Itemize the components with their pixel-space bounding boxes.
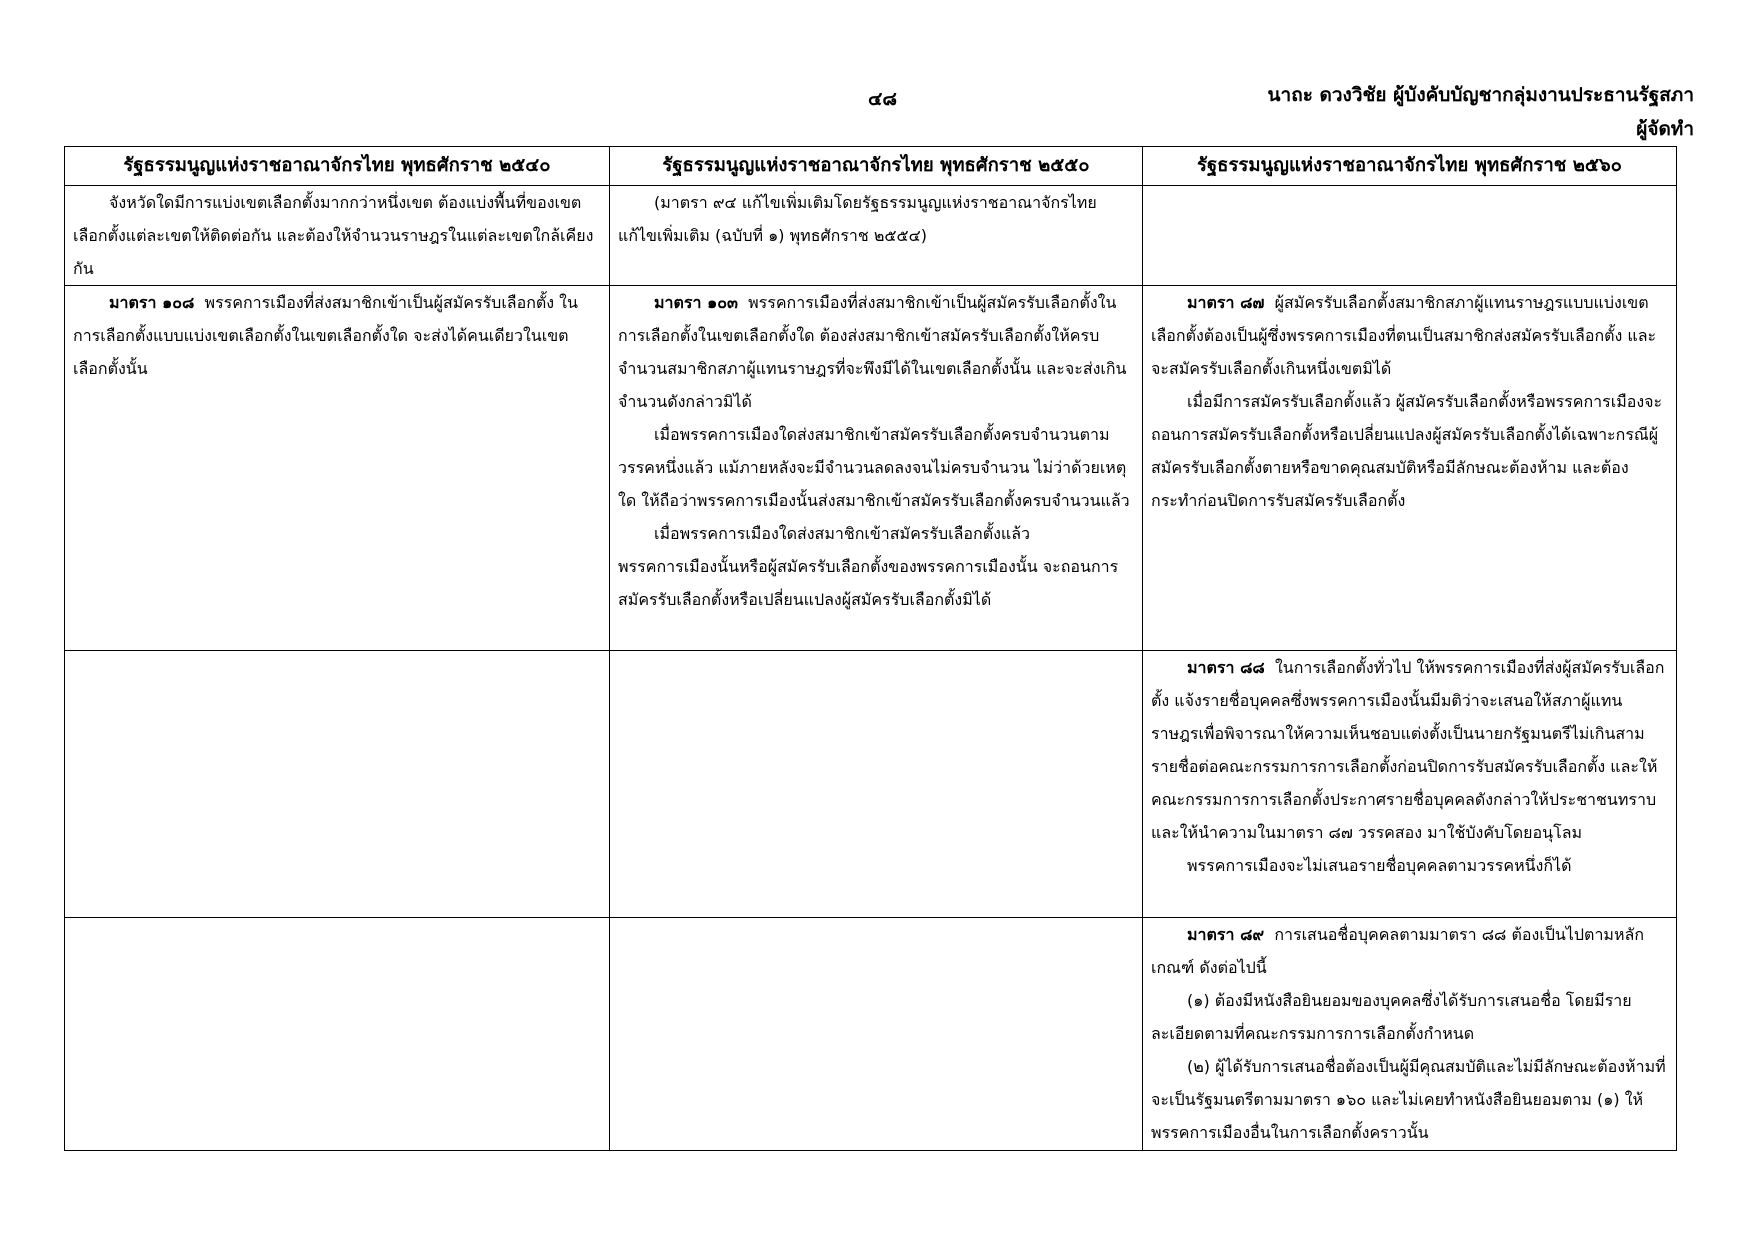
cell-2550 <box>610 186 1143 286</box>
role-line: ผู้จัดทำ <box>1636 118 1694 140</box>
section-number: มาตรา ๘๗ <box>1187 293 1265 312</box>
section-text: การเสนอชื่อบุคคลตามมาตรา ๘๘ ต้องเป็นไปตามหลักเกณฑ์ ดังต่อไปนี้ <box>1151 925 1645 977</box>
cell-2540 <box>65 918 610 1151</box>
cell-2550 <box>610 918 1143 1151</box>
cell-2550 <box>610 651 1143 918</box>
section-text: ในการเลือกตั้งทั่วไป ให้พรรคการเมืองที่ส่งผู้สมัครรับเลือกตั้ง แจ้งรายชื่อบุคคลซึ่งพรรคการเมืองนั้นมีมติว่าจะเสนอให้สภาผู้แทนราษฎรเพื่อพิจารณาให้ความเห็นชอบแต่งตั้งเป็นนายกรัฐมนตรีไม่เกินสามรายชื่อต่อคณะกรรมการการเลือกตั้งก่อนปิดการรับสมัครรับเลือกตั้ง และให้คณะกรรมการการเลือกตั้งประกาศรายชื่อบุคคลดังกล่าวให้ประชาชนทราบ และให้นำความในมาตรา ๘๗ วรรคสอง มาใช้บังคับโดยอนุโลม <box>1151 658 1665 842</box>
section-text: ผู้สมัครรับเลือกตั้งสมาชิกสภาผู้แทนราษฎรแบบแบ่งเขตเลือกตั้งต้องเป็นผู้ซึ่งพรรคการเมืองที่ตนเป็นสมาชิกส่งสมัครรับเลือกตั้ง และจะสมัครรับเลือกตั้งเกินหนึ่งเขตมิได้ <box>1151 293 1657 378</box>
table-row <box>65 286 1677 651</box>
paragraph: เมื่อพรรคการเมืองใดส่งสมาชิกเข้าสมัครรับเลือกตั้งแล้ว พรรคการเมืองนั้นหรือผู้สมัครรับเลือกตั้งของพรรคการเมืองนั้น จะถอนการสมัครรับเลือกตั้งหรือเปลี่ยนแปลงผู้สมัครรับเลือกตั้งมิได้ <box>618 524 1119 609</box>
section-number: มาตรา ๘๘ <box>1187 658 1265 677</box>
paragraph: (๒) ผู้ได้รับการเสนอชื่อต้องเป็นผู้มีคุณสมบัติและไม่มีลักษณะต้องห้ามที่จะเป็นรัฐมนตรีตามมาตรา ๑๖๐ และไม่เคยทำหนังสือยินยอมตาม (๑) ให้พรรคการเมืองอื่นในการเลือกตั้งคราวนั้น <box>1151 1057 1666 1142</box>
paragraph: จังหวัดใดมีการแบ่งเขตเลือกตั้งมากกว่าหนึ่งเขต ต้องแบ่งพื้นที่ของเขตเลือกตั้งแต่ละเขตให้ติดต่อกัน และต้องให้จำนวนราษฎรในแต่ละเขตใกล้เคียงกัน <box>73 193 594 278</box>
paragraph: เมื่อพรรคการเมืองใดส่งสมาชิกเข้าสมัครรับเลือกตั้งครบจำนวนตามวรรคหนึ่งแล้ว แม้ภายหลังจะมีจำนวนลดลงจนไม่ครบจำนวน ไม่ว่าด้วยเหตุใด ให้ถือว่าพรรคการเมืองนั้นส่งสมาชิกเข้าสมัครรับเลือกตั้งครบจำนวนแล้ว <box>618 425 1130 510</box>
table-row <box>65 918 1677 1151</box>
comparison-table <box>64 146 1677 1151</box>
paragraph: เมื่อมีการสมัครรับเลือกตั้งแล้ว ผู้สมัครรับเลือกตั้งหรือพรรคการเมืองจะถอนการสมัครรับเลือกตั้งหรือเปลี่ยนแปลงผู้สมัครรับเลือกตั้งได้เฉพาะกรณีผู้สมัครรับเลือกตั้งตายหรือขาดคุณสมบัติหรือมีลักษณะต้องห้าม และต้องกระทำก่อนปิดการรับสมัครรับเลือกตั้ง <box>1151 392 1663 510</box>
paragraph: (๑) ต้องมีหนังสือยินยอมของบุคคลซึ่งได้รับการเสนอชื่อ โดยมีรายละเอียดตามที่คณะกรรมการการเลือกตั้งกำหนด <box>1151 991 1632 1043</box>
cell-2560 <box>1143 651 1677 918</box>
cell-2540 <box>65 186 610 286</box>
cell-2550 <box>610 286 1143 651</box>
header-credit <box>1268 78 1694 146</box>
cell-2540 <box>65 286 610 651</box>
paragraph: (มาตรา ๙๔ แก้ไขเพิ่มเติมโดยรัฐธรรมนูญแห่งราชอาณาจักรไทย แก้ไขเพิ่มเติม (ฉบับที่ ๑) พุทธศักราช ๒๕๕๔) <box>618 193 1097 245</box>
paragraph <box>1151 651 1668 849</box>
table-row <box>65 651 1677 918</box>
paragraph <box>1151 286 1668 385</box>
author-line: นาถะ ดวงวิชัย ผู้บังคับบัญชากลุ่มงานประธานรัฐสภา <box>1267 84 1694 106</box>
paragraph <box>1151 918 1668 984</box>
column-header-2560: รัฐธรรมนูญแห่งราชอาณาจักรไทย พุทธศักราช ๒๕๖๐ <box>1143 147 1677 186</box>
section-number: มาตรา ๘๙ <box>1187 925 1265 944</box>
section-number: มาตรา ๑๐๘ <box>109 293 195 312</box>
page-number: ๔๘ <box>868 88 898 110</box>
paragraph <box>618 286 1134 418</box>
table-row <box>65 186 1677 286</box>
section-text: พรรคการเมืองที่ส่งสมาชิกเข้าเป็นผู้สมัครรับเลือกตั้งในการเลือกตั้งในเขตเลือกตั้งใด ต้องส่งสมาชิกเข้าสมัครรับเลือกตั้งให้ครบจำนวนสมาชิกสภาผู้แทนราษฎรที่จะพึงมีได้ในเขตเลือกตั้งนั้น และจะส่งเกินจำนวนดังกล่าวมิได้ <box>618 293 1127 411</box>
cell-2560 <box>1143 186 1677 286</box>
column-header-2540: รัฐธรรมนูญแห่งราชอาณาจักรไทย พุทธศักราช ๒๕๔๐ <box>65 147 610 186</box>
section-text: พรรคการเมืองที่ส่งสมาชิกเข้าเป็นผู้สมัครรับเลือกตั้ง ในการเลือกตั้งแบบแบ่งเขตเลือกตั้งในเขตเลือกตั้งใด จะส่งได้คนเดียวในเขตเลือกตั้งนั้น <box>73 293 578 378</box>
paragraph: พรรคการเมืองจะไม่เสนอรายชื่อบุคคลตามวรรคหนึ่งก็ได้ <box>1187 856 1572 875</box>
table-header-row <box>65 147 1677 186</box>
column-header-2550: รัฐธรรมนูญแห่งราชอาณาจักรไทย พุทธศักราช ๒๕๕๐ <box>610 147 1143 186</box>
section-number: มาตรา ๑๐๓ <box>654 293 738 312</box>
cell-2540 <box>65 651 610 918</box>
cell-2560 <box>1143 918 1677 1151</box>
cell-2560 <box>1143 286 1677 651</box>
paragraph <box>73 286 601 385</box>
